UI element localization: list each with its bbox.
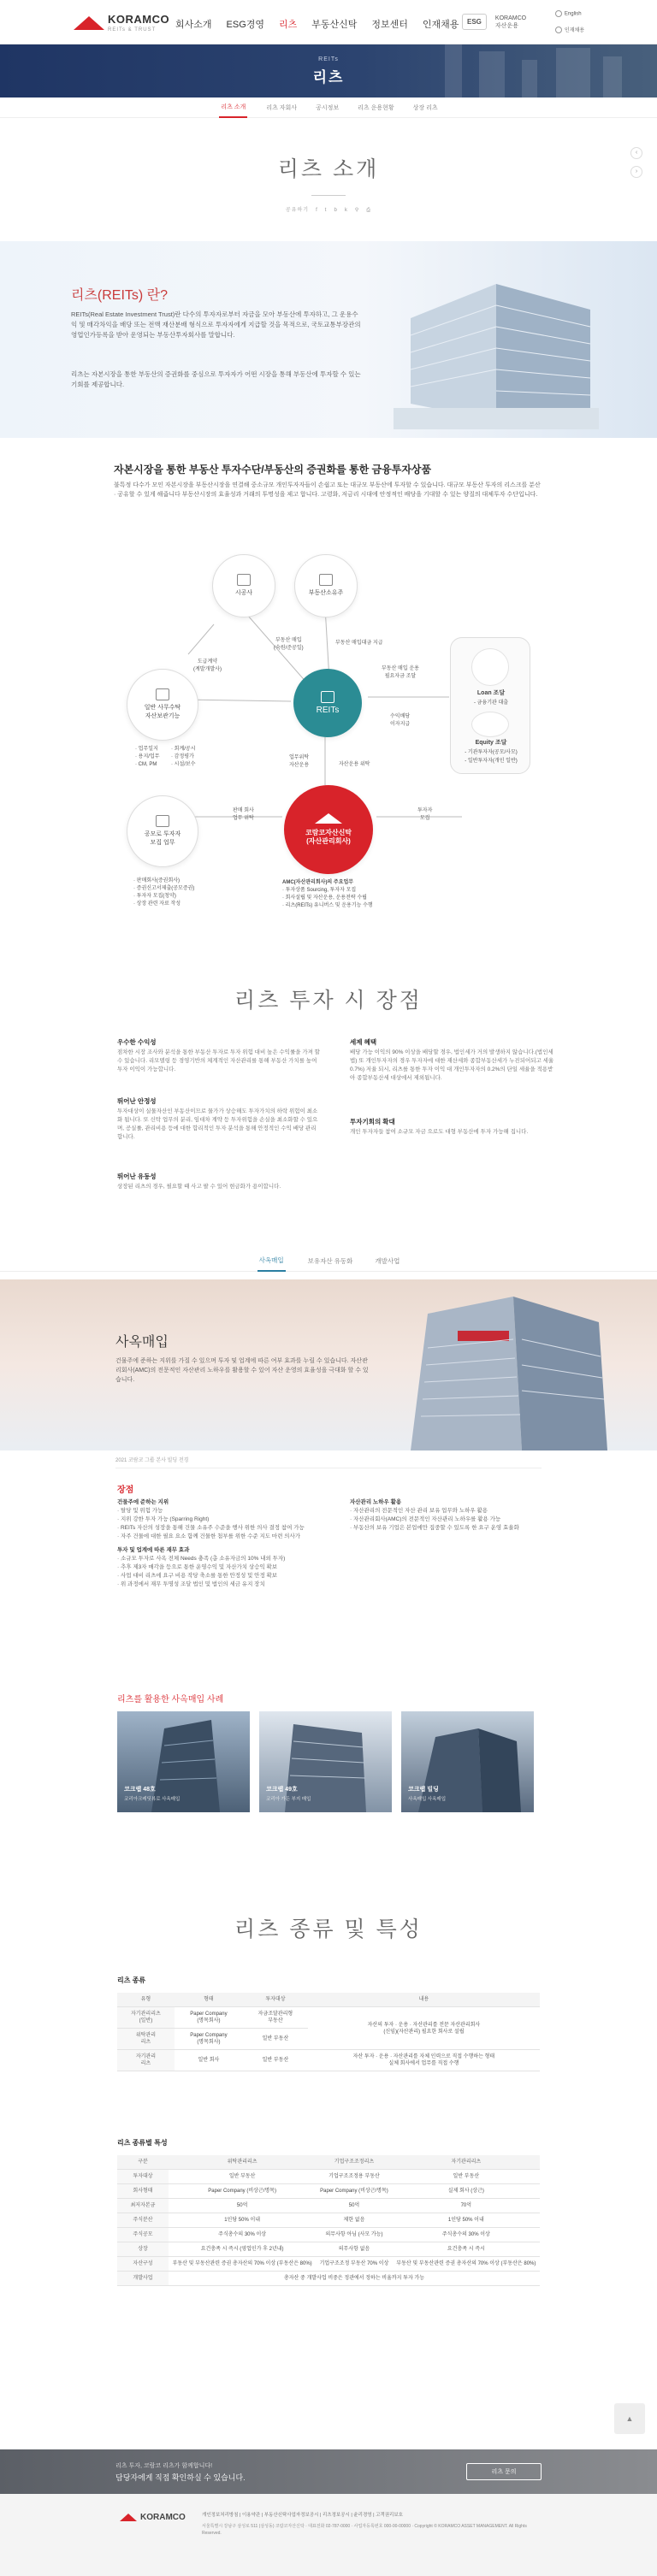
kakao-icon[interactable]: k (340, 208, 348, 213)
merits-left: 건물주에 준하는 지위 · 탈당 및 위험 가능 · 지위 강한 투자 가능 (Sparring Right) · REITs 자산의 성장을 통해 건물 소유주 수준을 행사 위한 의사 결정 참여 가능 · 자주 건물에 대한 필요 요소 함께 건물한 첨부를 위한 수준 지도 마련 의사가 투자 및 업계에 따른 재무 효과 · 소규모 투자로 사옥 전체 Needs 충족 (총 소유자금의 10% 내외 투자) · 추후 제3자 매각을 등으로 통한 운영수익 및 자산가치 상승익 확보 · 사업 대비 리츠에 요구 비용 작당 축소를 통한 안정성 및 안정 확보 · 위 과정에서 재무 투명성 조달 법인 및 법인의 세금 유지 장치 (117, 1499, 305, 1587)
structure-heading: 자본시장을 통한 부동산 투자수단/부동산의 증권화를 통한 금융투자상품 (114, 464, 432, 476)
sub-navigation (0, 97, 657, 118)
table-row: 투자대상 일반 부동산 기업구조조정용 부동산 일반 부동산 (117, 2170, 540, 2184)
hero-category: REITs (318, 56, 339, 62)
adv-text-5: 상장된 리츠의 경우, 필요할 때 사고 팔 수 있어 현금화가 용이합니다. (117, 1184, 281, 1190)
title-divider (311, 195, 346, 196)
label-consign: 업무위탁 자산운용 (289, 755, 310, 768)
general-admin-node: 일반 사무수탁 자산보관기능 (127, 669, 198, 741)
logo-mark-icon (74, 13, 104, 32)
subnav-subsidiary[interactable]: 리츠 자회사 (266, 104, 298, 111)
case-desc-3: 사옥매입 사옥매입 (408, 1797, 447, 1802)
table-row: 주식분산 1인당 50% 이내 제한 없음 1인당 50% 이내 (117, 2213, 540, 2228)
header-utility (462, 10, 584, 33)
footer-logo-icon (120, 2514, 137, 2521)
adv-title-5: 뛰어난 유동성 (117, 1173, 157, 1180)
label-fund: 부동산 매입 운용 필요자금 조달 (382, 666, 419, 679)
equity-title: Equity 조달 (475, 740, 507, 746)
reits-types-table: 유형 형태 투자대상 내용 자기관리리츠 (일반) Paper Company (명목회사) 자금조달관리형 부동산 자산의 투자 · 운용 · 자산관리를 전문 자산관리회사 (신임)(자산관리) 필요한 회사로 설립 위탁관리 리츠 Paper Company (명목회사) 일반 부동산 자기관리 리츠 일반 회사 일반 부동산 자산 투자 · 운용 · 자산관리를 자체 인력으로 직접 수행하는 형태 실체 회사에서 업무를 직접 수행 (117, 1993, 540, 2071)
advantages-heading: 리츠 투자 시 장점 (234, 989, 423, 1013)
label-invest: 투자자 모집 (417, 808, 433, 821)
public-offering-items: · 판매회사(증권회사) · 증권신고서제출(공모증권) · 투자자 모집(청약) · 상장 관련 자료 작성 (133, 878, 195, 907)
share-label: 공유하기 (285, 208, 310, 213)
prev-icon[interactable]: ‹ (630, 147, 642, 159)
case-card-1[interactable] (117, 1711, 250, 1812)
builder-node: 시공사 (212, 554, 275, 617)
amc-items: AMC(자산관리회사)의 주요업무 · 투자상품 Sourcing, 투자자 모집 · 회사설립 및 자산운용, 운용전략 수립 · 리츠(REITs) 유니버스 및 운용기능 수행 (282, 880, 373, 908)
reits-node: REITs (293, 669, 362, 737)
intro-section (0, 241, 657, 438)
equity-sub1: - 기관투자자(공모/사모) (465, 750, 518, 755)
footer-logo[interactable]: KORAMCO (120, 2513, 186, 2522)
equity-sub2: - 일반투자자(개인 일반) (465, 759, 518, 764)
loan-title: Loan 조달 (476, 690, 506, 696)
table-row: 회사형태 Paper Company (비상근/명목) Paper Company (비상근/명목) 실제 회사 (상근) (117, 2184, 540, 2199)
case-card-2[interactable] (259, 1711, 392, 1812)
loan-icon (471, 648, 509, 686)
link-icon[interactable]: ⚲ (350, 208, 360, 213)
tab-purchase[interactable]: 사옥매입 (257, 1250, 286, 1272)
logo-text: KORAMCO (108, 13, 170, 26)
table-row: 위탁관리 리츠 Paper Company (명목회사) 일반 부동산 (117, 2029, 540, 2050)
site-footer (0, 2494, 657, 2576)
table-row: 최저자본금 50억 50억 70억 (117, 2199, 540, 2213)
intro-paragraph-1: REITs(Real Estate Investment Trust)란 다수의 투자자로부터 자금을 모아 부동산에 투자하고, 그 운용수익 및 매각차익을 배당 또는 전액 재산분배 형식으로 투자자에게 지급할 것을 목적으로, 국토교통부장관의 영업인가등록을 받아 운영되는 부동산투자회사를 말합니다. (71, 310, 361, 339)
cta-line2: 담당자에게 직접 확인하실 수 있습니다. (115, 2473, 246, 2482)
types-table2-title: 리츠 종류별 특성 (117, 2139, 168, 2147)
table-row: 자기관리 리츠 일반 회사 일반 부동산 자산 투자 · 운용 · 자산관리를 자체 인력으로 직접 수행하는 형태 실체 회사에서 업무를 직접 수행 (117, 2050, 540, 2071)
adv-text-4: 개인 투자자들 참여 소규모 자금 으로도 대형 부동산에 투자 가능해 집니다. (350, 1129, 529, 1135)
label-dividend: 수익배당 이자지급 (390, 714, 411, 727)
label-contract: 도급계약 (계발개발사) (193, 659, 222, 672)
equity-icon (471, 712, 509, 737)
english-link[interactable]: English (555, 10, 584, 17)
purchase-photo-banner (0, 1279, 657, 1450)
label-sell: 부동산 매입대금 지급 (335, 641, 383, 646)
case-name-2: 코크랩 49호 (266, 1787, 298, 1793)
arrow-up-icon: ▲ (625, 2414, 634, 2423)
types-table1-title: 리츠 종류 (117, 1976, 146, 1984)
reits-characteristics-table: 구분 위탁관리리츠 기업구조조정리츠 자기관리리츠 투자대상 일반 부동산 기업구조조정용 부동산 일반 부동산 회사형태 Paper Company (비상근/명목) Paper Company (비상근/명목) 실제 회사 (상근) 최저자본금 50억 50억 70억 주식분산 1인당 50% 이내 제한 없음 1인당 50% 이내 주식공모 주식총수의 30% 이상 의무사항 아님 (사모 가능) 주식총수의 30% 이상 상장 요건충족 시 즉시 (영업인가 후 2년내) 의무사항 없음 요건충족 시 즉시 자산구성 부동산 및 부동산관련 증권 총자산의 70% 이상 (부동산은 80%) 기업구조조정 부동산 70% 이상 부동산 및 부동산관련 증권 총자산의 70% 이상 (부동산은 80%) 개발사업 총자산 중 개발사업 비중은 정관에서 정하는 비율까지 투자 가능 (117, 2155, 540, 2286)
case-card-3[interactable] (401, 1711, 534, 1812)
case-name-3: 코크랩 빌딩 (408, 1787, 439, 1793)
blog-icon[interactable]: b (329, 208, 338, 213)
koramco-mark-icon (315, 813, 342, 824)
photo-caption: 2021 코람코 그룹 본사 빌딩 전경 (115, 1458, 189, 1463)
adv-title-2: 세제 혜택 (350, 1038, 377, 1046)
nav-item-reits[interactable]: 리츠 (279, 20, 298, 30)
logo-subtext: REITs & TRUST (108, 27, 157, 32)
house-icon (319, 574, 333, 586)
document-icon (156, 815, 169, 827)
page-title: 리츠 소개 (277, 157, 380, 181)
cta-line1: 리츠 투자, 코람코 리츠가 함께합니다! (115, 2463, 213, 2469)
table-row: 주식공모 주식총수의 30% 이상 의무사항 아님 (사모 가능) 주식총수의 30% 이상 (117, 2228, 540, 2242)
adv-text-2: 배당 가능 이익의 90% 이상을 배당할 경우, 법인세가 거의 발생하지 않습니다.(법인세법) 또 개인투자자의 경우 투자자에 대한 재산세와 종합부동산세가 누진되어되고 세율 0.7%) 저율 되시, 리츠를 통한 투자 이익 대 개인투자자의 0.2%의 단일 세율을 적용받아 종합부동산세 대상에서 제외됩니다. (350, 1049, 554, 1081)
footer-links[interactable]: 개인정보처리방침 | 이용약관 | 부동산신탁사업자정보공시 | 리츠정보공시 | 윤리경영 | 고객권리보호 (202, 2513, 403, 2518)
contact-banner (0, 2449, 657, 2494)
building-illustration (394, 258, 599, 429)
structure-description: 불특정 다수가 모인 자본시장을 부동산시장을 연결해 중소규모 개인투자자들이 손쉽고 또는 대규모 부동산에 투자할 수 있습니다. 대규모 부동산 투자의 리스크를 분산 · 공유할 수 있게 해줍니다 부동산시장의 효율성과 거래의 투명성을 제고 합니다. 고령화, 저금리 시대에 안정적인 배당을 기대할 수 있는 양질의 대체투자 수단입니다. (114, 482, 541, 498)
subnav-listed[interactable]: 상장 리츠 (412, 104, 438, 111)
nav-item-career[interactable]: 인재채용 (422, 20, 459, 30)
cases-heading: 리츠를 활용한 사옥매입 사례 (117, 1695, 224, 1705)
label-deal: 부동산 매입 (숙원/준공일) (274, 638, 304, 651)
subnav-intro[interactable]: 리츠 소개 (219, 97, 247, 118)
person-icon (156, 688, 169, 700)
intro-paragraph-2: 리츠는 자본시장을 통한 부동산의 증권화를 중심으로 투자자가 어떤 시장을 통해 부동산에 투자할 수 있는 기회를 제공합니다. (71, 370, 361, 388)
nav-item-trust[interactable]: 부동산신탁 (311, 20, 358, 30)
contact-button[interactable]: 리츠 문의 (466, 2463, 542, 2480)
scroll-top-button[interactable] (614, 2403, 645, 2434)
usage-tabs (0, 1251, 657, 1272)
subnav-status[interactable]: 리츠 운용현황 (358, 104, 394, 111)
page-hero-band (0, 44, 657, 97)
site-header (0, 0, 657, 44)
amc-node: 코람코자산신탁 (자산관리회사) (284, 785, 373, 874)
intro-heading: 리츠(REITs) 란? (71, 288, 169, 303)
purchase-text: 건물주에 준하는 지위를 가질 수 있으며 투자 및 업계에 따른 여부 효과를 누릴 수 있습니다. 자산관리회사(AMC)의 전문적인 자산관리 노하우를 활용할 수 있어 자산 운영의 효율성을 극대화 할 수 있습니다. (115, 1358, 369, 1383)
table-row: 자산구성 부동산 및 부동산관련 증권 총자산의 70% 이상 (부동산은 80%) 기업구조조정 부동산 70% 이상 부동산 및 부동산관련 증권 총자산의 70% 이상 (부동산은 80%) (117, 2257, 540, 2272)
hero-title: 리츠 (312, 69, 345, 86)
side-controls (630, 147, 642, 178)
esg-badge[interactable]: ESG (462, 14, 487, 30)
adv-text-1: 점차한 시장 조사와 분석을 통한 부동산 투자로 투자 위험 대비 높은 수익률을 가져 할 수 있습니다. 리모델링 등 경영기반의 체계적인 자산관리를 통해 부동산 가치를 높여 투자 이익이 가능합니다. (117, 1049, 320, 1072)
merits-heading: 장점 (117, 1486, 134, 1495)
case-desc-1: 코리아크레딧뷰로 사옥매입 (124, 1797, 181, 1802)
merits-right: 자산관리 노하우 활용 · 자산관리의 전문적인 자산 관리 보유 업무와 노하우 활용 · 자산관리회사(AMC)의 전문적인 자산관리 노하우를 활용 가능 · 부동산의 보유 기업은 본업에만 집중할 수 있도록 한 요구 운영 효율화 (350, 1499, 519, 1531)
general-admin-items: · 업무일지 · 회계/공시 · 용지/업무 · 감정평가 · CM, PM · 시설/보수 (135, 747, 196, 767)
table-row: 자기관리리츠 (일반) Paper Company (명목회사) 자금조달관리형 부동산 자산의 투자 · 운용 · 자산관리를 전문 자산관리회사 (신임)(자산관리) 필요한 회사로 설립 (117, 2007, 540, 2029)
adv-title-1: 우수한 수익성 (117, 1038, 157, 1046)
hq-building-image (376, 1279, 657, 1450)
table-row: 상장 요건충족 시 즉시 (영업인가 후 2년내) 의무사항 없음 요건충족 시 즉시 (117, 2242, 540, 2257)
crane-icon (237, 574, 251, 586)
types-heading: 리츠 종류 및 특성 (234, 1917, 423, 1941)
label-mgmt: 자산운용 위탁 (339, 762, 370, 767)
print-icon[interactable]: ⎙ (361, 208, 372, 213)
label-sales: 판매 회사 업무 위탁 (233, 808, 254, 821)
table-row: 개발사업 총자산 중 개발사업 비중은 정관에서 정하는 비율까지 투자 가능 (117, 2272, 540, 2286)
nav-item-info[interactable]: 정보센터 (371, 20, 408, 30)
loan-sub: - 금융기관 대출 (473, 700, 509, 706)
career-link[interactable]: 인재채용 (555, 26, 584, 33)
facebook-icon[interactable]: f (311, 208, 318, 213)
public-offering-node: 공모로 투자자 모집 업무 (127, 795, 198, 867)
adv-title-3: 뛰어난 안정성 (117, 1097, 157, 1105)
nav-item-esg[interactable]: ESG경영 (226, 20, 264, 30)
funding-box (450, 637, 530, 774)
tab-development[interactable]: 개발사업 (375, 1257, 400, 1265)
language-links (555, 10, 584, 33)
subnav-disclosure[interactable]: 공시정보 (316, 104, 340, 111)
tab-liquidation[interactable]: 보유자산 유동화 (307, 1257, 353, 1265)
share-bar (0, 205, 657, 214)
footer-address: 서울특별시 강남구 삼성로 511 (삼성동) 코람코자산신탁 · 대표전화 02-787-0000 · 사업자등록번호 000-00-00000 · Copyright © KORAMCO ASSET MANAGEMENT. All Rights Reserved. (202, 2524, 527, 2536)
case-name-1: 코크랩 48호 (124, 1787, 156, 1793)
nav-item-company[interactable]: 회사소개 (175, 20, 212, 30)
adv-text-3: 투자대상이 실물자산인 부동산이므로 물가가 상승해도 투자가치의 하락 위험이 최소화 됩니다. 또 신탁 업무의 분리, 임대차 계약 등 투자위험을 손실을 최소화할 수 있으며, 공실률, 관리비용 등에 대한 합리적인 투자 분석을 통해 안정적인 수익 배당 관리 합니다. (117, 1108, 318, 1140)
main-nav (175, 17, 459, 31)
case-desc-2: 코리아 가든 부지 매입 (266, 1797, 311, 1802)
next-icon[interactable]: › (630, 166, 642, 178)
twitter-icon[interactable]: t (320, 208, 328, 213)
seller-node: 부동산소유주 (294, 554, 358, 617)
adv-title-4: 투자기회의 확대 (350, 1118, 395, 1126)
purchase-title: 사옥매입 (115, 1335, 169, 1350)
logo[interactable] (74, 12, 169, 32)
asset-management-link[interactable]: KORAMCO 자산운용 (494, 15, 527, 29)
building-icon (321, 691, 334, 703)
